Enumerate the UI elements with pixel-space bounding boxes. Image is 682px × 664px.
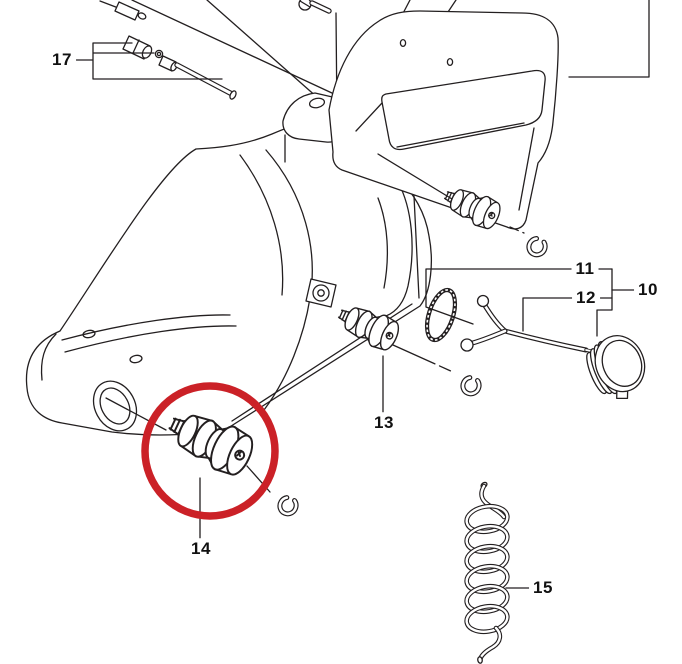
part-15-spring [465,481,531,663]
part-10-fuel-cap [581,328,656,407]
callout-12: 12 [572,287,600,309]
circlip [526,235,549,258]
callout-13: 13 [370,412,398,434]
circlip [277,495,299,517]
callout-bracket-10-11-12 [426,269,638,336]
callout-10: 10 [634,279,662,301]
hose-ring [155,50,162,57]
callout-11: 11 [572,258,599,280]
part-13-damper [333,298,482,418]
callout-14: 14 [187,538,215,560]
part-17-fuel-hose-filter [62,36,237,100]
cover-edge-line [132,0,362,107]
leader-line [569,0,649,77]
callout-15: 15 [529,577,557,599]
callout-17: 17 [48,49,76,71]
circlip [460,375,482,397]
